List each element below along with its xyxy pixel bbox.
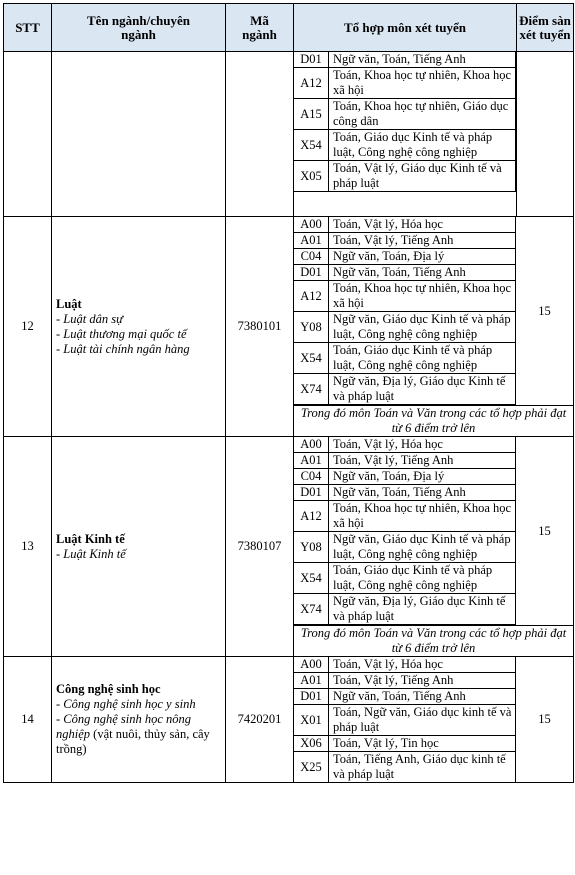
combo-code: X06 — [294, 736, 329, 752]
combos-cell — [294, 657, 574, 783]
combo-subjects: Ngữ văn, Địa lý, Giáo dục Kinh tế và pháp luật — [329, 374, 516, 405]
combo-code: A01 — [294, 233, 329, 249]
combo-row — [294, 374, 516, 405]
stt-cell — [4, 52, 52, 217]
combo-subjects: Toán, Giáo dục Kinh tế và pháp luật, Công nghệ công nghiệp — [329, 343, 516, 374]
major-cell — [52, 52, 226, 217]
combo-row — [294, 343, 516, 374]
combo-row — [294, 501, 516, 532]
score-value: 15 — [538, 712, 551, 726]
code-cell: 7380107 — [226, 437, 294, 657]
sub-major: - Luật tài chính ngân hàng — [56, 341, 190, 356]
combo-subjects: Toán, Khoa học tự nhiên, Giáo dục công dân — [329, 99, 516, 130]
combo-subjects: Toán, Tiếng Anh, Giáo dục kinh tế và pháp luật — [329, 752, 516, 783]
combo-code: D01 — [294, 52, 329, 68]
combo-subjects: Ngữ văn, Địa lý, Giáo dục Kinh tế và pháp luật — [329, 594, 516, 625]
combo-subjects: Toán, Khoa học tự nhiên, Khoa học xã hội — [329, 281, 516, 312]
combo-row — [294, 437, 516, 453]
table-row — [4, 657, 574, 783]
table-row — [4, 217, 574, 437]
combo-subjects: Toán, Vật lý, Tiếng Anh — [329, 673, 516, 689]
combo-list — [294, 657, 516, 782]
sub-major: - Công nghệ sinh học y sinh — [56, 697, 196, 711]
table-row-continued — [4, 52, 574, 217]
combo-row — [294, 563, 516, 594]
combo-code: D01 — [294, 265, 329, 281]
code-cell — [226, 52, 294, 217]
combo-code: A12 — [294, 281, 329, 312]
combo-subjects: Toán, Vật lý, Tiếng Anh — [329, 453, 516, 469]
combo-code: A12 — [294, 501, 329, 532]
combo-code: Y08 — [294, 532, 329, 563]
combo-row — [294, 249, 516, 265]
combo-code: X05 — [294, 161, 329, 192]
major-cell — [52, 657, 226, 783]
combo-row — [294, 99, 516, 130]
header-combos: Tổ hợp môn xét tuyển — [294, 4, 517, 52]
stt-cell: 12 — [4, 217, 52, 437]
header-major: Tên ngành/chuyên ngành — [52, 4, 226, 52]
admission-table — [3, 3, 574, 783]
code-cell: 7420201 — [226, 657, 294, 783]
combo-subjects: Ngữ văn, Toán, Tiếng Anh — [329, 52, 516, 68]
page — [3, 3, 573, 874]
combo-subjects: Ngữ văn, Giáo dục Kinh tế và pháp luật, Công nghệ công nghiệp — [329, 312, 516, 343]
combo-subjects: Toán, Vật lý, Tin học — [329, 736, 516, 752]
score-value: 15 — [538, 303, 551, 318]
combo-row — [294, 161, 516, 192]
combo-note: Trong đó môn Toán và Văn trong các tổ hợp phải đạt từ 6 điểm trở lên — [294, 625, 573, 656]
combo-row — [294, 281, 516, 312]
combo-row — [294, 233, 516, 249]
major-cell — [52, 437, 226, 657]
combo-row — [294, 52, 516, 68]
combo-row — [294, 217, 516, 233]
major-name: Luật — [56, 296, 82, 311]
combo-list — [294, 437, 516, 625]
combo-code: A12 — [294, 68, 329, 99]
combo-subjects: Toán, Giáo dục Kinh tế và pháp luật, Công nghệ công nghiệp — [329, 130, 516, 161]
combo-subjects: Ngữ văn, Toán, Tiếng Anh — [329, 485, 516, 501]
header-stt: STT — [4, 4, 52, 52]
sub-major: - Luật dân sự — [56, 311, 123, 326]
combo-row — [294, 736, 516, 752]
score-cell — [517, 52, 574, 217]
combo-row — [294, 453, 516, 469]
combo-code: A01 — [294, 453, 329, 469]
combo-row — [294, 469, 516, 485]
combo-row — [294, 130, 516, 161]
combo-code: X54 — [294, 130, 329, 161]
combo-subjects: Toán, Khoa học tự nhiên, Khoa học xã hội — [329, 68, 516, 99]
combo-code: X01 — [294, 705, 329, 736]
combo-subjects: Toán, Giáo dục Kinh tế và pháp luật, Công nghệ công nghiệp — [329, 563, 516, 594]
combo-code: A00 — [294, 217, 329, 233]
combo-row — [294, 532, 516, 563]
code-cell: 7380101 — [226, 217, 294, 437]
combo-code: A01 — [294, 673, 329, 689]
combo-code: A15 — [294, 99, 329, 130]
combo-row — [294, 485, 516, 501]
stt-cell: 14 — [4, 657, 52, 783]
combo-code: X74 — [294, 594, 329, 625]
sub-major: - Luật thương mại quốc tế — [56, 326, 187, 341]
major-cell — [52, 217, 226, 437]
combo-code: D01 — [294, 689, 329, 705]
header-row — [4, 4, 574, 52]
combo-code: A00 — [294, 657, 329, 673]
combo-row — [294, 689, 516, 705]
combo-subjects: Ngữ văn, Toán, Địa lý — [329, 249, 516, 265]
combo-list — [294, 52, 516, 192]
sub-major-detail: (vật nuôi, thủy sản, cây trồng) — [56, 727, 210, 756]
sub-major: - Luật Kinh tế — [56, 546, 126, 561]
score-value: 15 — [538, 523, 551, 538]
combo-code: A00 — [294, 437, 329, 453]
combo-row — [294, 265, 516, 281]
combo-code: X25 — [294, 752, 329, 783]
combo-subjects: Toán, Vật lý, Hóa học — [329, 437, 516, 453]
combo-code: Y08 — [294, 312, 329, 343]
combo-code: X54 — [294, 563, 329, 594]
combo-subjects: Toán, Khoa học tự nhiên, Khoa học xã hội — [329, 501, 516, 532]
combo-subjects: Toán, Ngữ văn, Giáo dục kinh tế và pháp luật — [329, 705, 516, 736]
combo-code: C04 — [294, 469, 329, 485]
combo-row — [294, 705, 516, 736]
sub-major: - Công nghệ sinh học nông nghiệp — [56, 712, 192, 741]
combo-code: C04 — [294, 249, 329, 265]
combo-list — [294, 217, 516, 405]
combo-code: X54 — [294, 343, 329, 374]
combo-subjects: Toán, Vật lý, Hóa học — [329, 217, 516, 233]
combo-row — [294, 673, 516, 689]
stt-cell: 13 — [4, 437, 52, 657]
header-score: Điểm sàn xét tuyển — [517, 4, 574, 52]
combo-subjects: Toán, Vật lý, Hóa học — [329, 657, 516, 673]
combo-subjects: Ngữ văn, Toán, Tiếng Anh — [329, 265, 516, 281]
combo-subjects: Ngữ văn, Giáo dục Kinh tế và pháp luật, Công nghệ công nghiệp — [329, 532, 516, 563]
table-row — [4, 437, 574, 657]
combo-subjects: Toán, Vật lý, Tiếng Anh — [329, 233, 516, 249]
major-name: Công nghệ sinh học — [56, 682, 161, 696]
combos-cell — [294, 52, 517, 217]
combo-row — [294, 312, 516, 343]
combo-subjects: Toán, Vật lý, Giáo dục Kinh tế và pháp luật — [329, 161, 516, 192]
combo-code: D01 — [294, 485, 329, 501]
combo-row — [294, 68, 516, 99]
combo-subjects: Ngữ văn, Toán, Tiếng Anh — [329, 689, 516, 705]
sub-major-line — [56, 712, 221, 757]
combos-cell — [294, 437, 574, 657]
combos-cell — [294, 217, 574, 437]
header-code: Mã ngành — [226, 4, 294, 52]
combo-note: Trong đó môn Toán và Văn trong các tổ hợp phải đạt từ 6 điểm trở lên — [294, 405, 573, 436]
combo-code: X74 — [294, 374, 329, 405]
combo-row — [294, 594, 516, 625]
major-name: Luật Kinh tế — [56, 531, 125, 546]
combo-subjects: Ngữ văn, Toán, Địa lý — [329, 469, 516, 485]
combo-row — [294, 752, 516, 783]
combo-row — [294, 657, 516, 673]
